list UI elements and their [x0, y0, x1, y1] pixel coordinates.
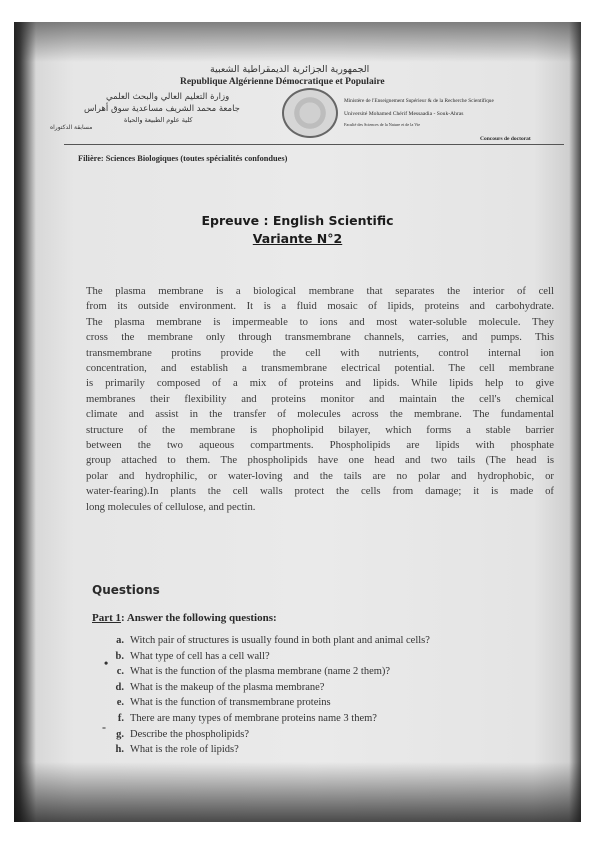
passage-line: transmembrane protins provide the cell with nutrients, control internal ion [86, 346, 554, 359]
question-text: What is the role of lipids? [130, 744, 239, 756]
university-logo [282, 88, 338, 138]
passage-line: long molecules of cellulose, and pectin. [86, 500, 256, 513]
passage-line: cross the membrane only through transmembrane channels, carries, and pumps. This [86, 331, 554, 344]
header-rule [64, 144, 564, 145]
question-text: What is the function of the plasma membrane (name 2 them)? [130, 666, 391, 678]
exam-sheet [14, 22, 581, 822]
pen-mark-b: • [104, 656, 109, 670]
arabic-faculty: كلية علوم الطبيعة والحياة [124, 116, 193, 124]
faculty-french: Faculté des Sciences de la Nature et de la Vie [344, 122, 421, 127]
question-text: What is the makeup of the plasma membrane? [130, 681, 325, 693]
passage-line: concentration, and establish a transmembrane electrical potential. The cell membrane [86, 362, 554, 375]
passage-line: membranes their flexibility and proteins monitor and maintain the cell's chemical [86, 392, 554, 405]
questions-heading: Questions [92, 583, 160, 597]
passage-line: polar and hydrophilic, or water-loving and the tails are no polar and hydrophobic, or [86, 469, 554, 482]
passage-line: structure of the membrane is phopholipid bilayer, which forms a stable barrier [86, 423, 554, 436]
question-text: Describe the phospholipids? [130, 728, 249, 740]
reading-passage [86, 284, 554, 515]
question-letter: e. [116, 697, 124, 709]
passage-line: is primarily composed of a mix of proteins and lipids. While lipids help to give [86, 377, 554, 390]
variant-title [14, 231, 581, 246]
arabic-republic-heading: الجمهورية الجزائرية الديمقراطية الشعبية [210, 64, 370, 75]
exam-title: Epreuve : English Scientific [201, 213, 394, 228]
question-text: What is the function of transmembrane proteins [130, 697, 331, 709]
republic-heading: Republique Algérienne Démocratique et Populaire [180, 77, 385, 87]
question-text: There are many types of membrane proteins name 3 them? [130, 712, 377, 724]
ministry-french: Ministère de l'Enseignement Supérieur & de la Recherche Scientifique [344, 98, 494, 104]
question-letter: g. [116, 728, 124, 740]
question-letter: d. [115, 681, 124, 693]
variant-label: Variante N°2 [252, 231, 343, 246]
question-letter: h. [115, 744, 124, 756]
arabic-ministry: وزارة التعليم العالي والبحث العلمي [106, 92, 230, 102]
question-letter: a. [116, 635, 124, 646]
passage-line: The plasma membrane is a biological membrane that separates the interior of cell [86, 285, 554, 297]
part-1-heading [92, 612, 277, 624]
passage-line: from its outside environment. It is a fluid mosaic of lipids, proteins and carbohydrate. [86, 300, 554, 313]
question-letter: c. [116, 666, 124, 678]
passage-line: water-fearing).In plants the cell walls protect the cells from damage; it is made of [86, 485, 554, 498]
passage-line: The plasma membrane is impermeable to ions and most water-soluble molecule. They [86, 315, 554, 328]
filiere-line: Filière: Sciences Biologiques (toutes spécialités confondues) [78, 154, 288, 163]
arabic-reference: مسابقة الدكتوراه [50, 124, 93, 131]
part-label: Part 1 [92, 612, 122, 624]
part-instruction: : Answer the following questions: [121, 612, 277, 624]
university-french: Université Mohamed Chérif Messaadia - Souk-Ahras [344, 111, 464, 117]
question-text: Witch pair of structures is usually found in both plant and animal cells? [130, 635, 430, 646]
question-letter: b. [115, 650, 124, 662]
passage-line: group attached to them. The phospholipids have one head and two tails (The head is [86, 454, 554, 467]
question-text: What type of cell has a cell wall? [130, 650, 270, 662]
question-letter: f. [117, 712, 124, 724]
passage-line: between the two aqueous compartments. Phospholipids are lipids with phosphate [86, 439, 554, 452]
passage-line: climate and assist in the transfer of molecules across the membrane. The fundamental [86, 408, 554, 421]
pen-mark-f: ‑ [102, 720, 106, 734]
concours-label: Concours de doctorat [480, 136, 531, 142]
arabic-university: جامعة محمد الشريف مساعدية سوق أهراس [84, 104, 240, 114]
